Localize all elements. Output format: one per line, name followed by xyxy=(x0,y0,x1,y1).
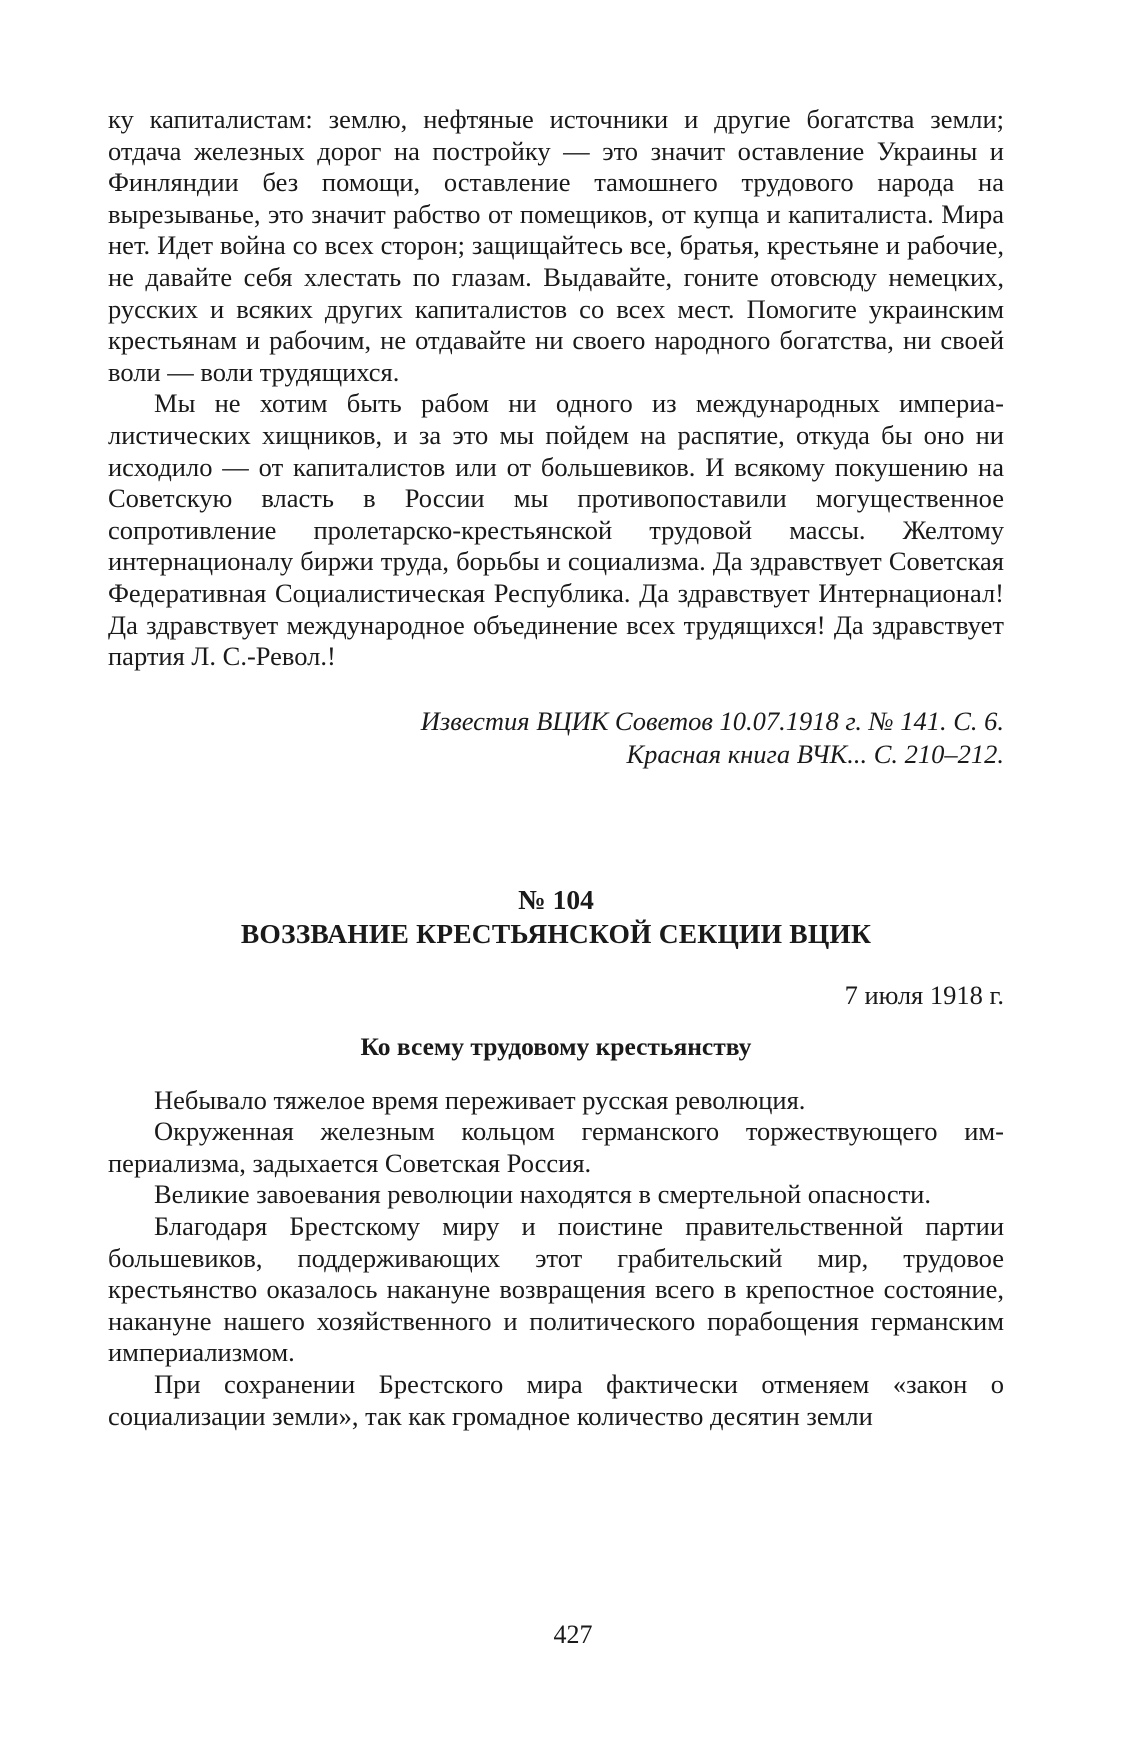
document-number: № 104 xyxy=(518,883,594,915)
source-citation-2: Красная книга ВЧК... С. 210–212. xyxy=(626,738,1004,769)
document-title: ВОЗЗВАНИЕ КРЕСТЬЯНСКОЙ СЕКЦИИ ВЦИК xyxy=(240,917,872,949)
document-paragraph-2: Окруженная железным кольцом германского торжествующего империализма, задыхается Советская Россия. xyxy=(108,1116,1004,1178)
document-paragraph-1: Небывало тяжелое время переживает русская революция. xyxy=(154,1084,806,1115)
document-subtitle: Ко всему трудовому крестьянству xyxy=(360,1031,752,1061)
source-citation-1: Известия ВЦИК Советов 10.07.1918 г. № 141. С. 6. xyxy=(420,705,1004,736)
document-paragraph-3: Великие завоевания революции находятся в смертельной опасности. xyxy=(154,1179,931,1210)
page-number: 427 xyxy=(553,1620,593,1649)
document-paragraph-5: При сохранении Брестского мира фактически отменяем «закон о социализации земли», так как громадное количество десятин земли xyxy=(108,1369,1004,1431)
source-citations xyxy=(108,705,1004,771)
document-date: 7 июля 1918 г. xyxy=(844,979,1004,1010)
document-paragraph-4: Благодаря Брестскому миру и поистине правительственной партии большевиков, поддерживающих этот грабительский мир, трудовое крестьянство оказалось накануне возвращения всего в крепостное состояние, накануне нашего хозяйственного и политического порабощения германским империализмом. xyxy=(108,1211,1004,1368)
continued-paragraph-1: ку капиталистам: землю, нефтяные источники и другие богатства земли; отдача железных дорог на постройку — это значит оставление Украины и Финляндии без помощи, оставление тамошнего трудового народа на вырезыванье, это значит рабство от помещиков, от купца и капиталиста. Мира нет. Идет война со всех сторон; защищайтесь все, братья, крестьяне и рабочие, не давайте себя хлестать по глазам. Выдавайте, гоните отовсюду немецких, русских и всяких других капиталистов со всех мест. Помогите украинским крестьянам и рабочим, не отдавайте ни своего народного богатства, ни своей воли — воли трудящихся. xyxy=(108,104,1004,387)
continued-paragraph-2: Мы не хотим быть рабом ни одного из международных империалистических хищников, и за это мы пойдем на распятие, откуда бы оно ни исходило — от капиталистов или от большевиков. И всякому покушению на Советскую власть в России мы противопоставили могущественное сопротивление пролетарско-крестьянской трудовой массы. Желтому интернационалу биржи труда, борьбы и социализма. Да здравствует Советская Федеративная Социалистическая Республика. Да здравствует Интернационал! Да здравствует международное объединение всех трудящихся! Да здравствует партия Л. С.-Револ.! xyxy=(108,388,1004,672)
page-body xyxy=(108,104,1004,1432)
